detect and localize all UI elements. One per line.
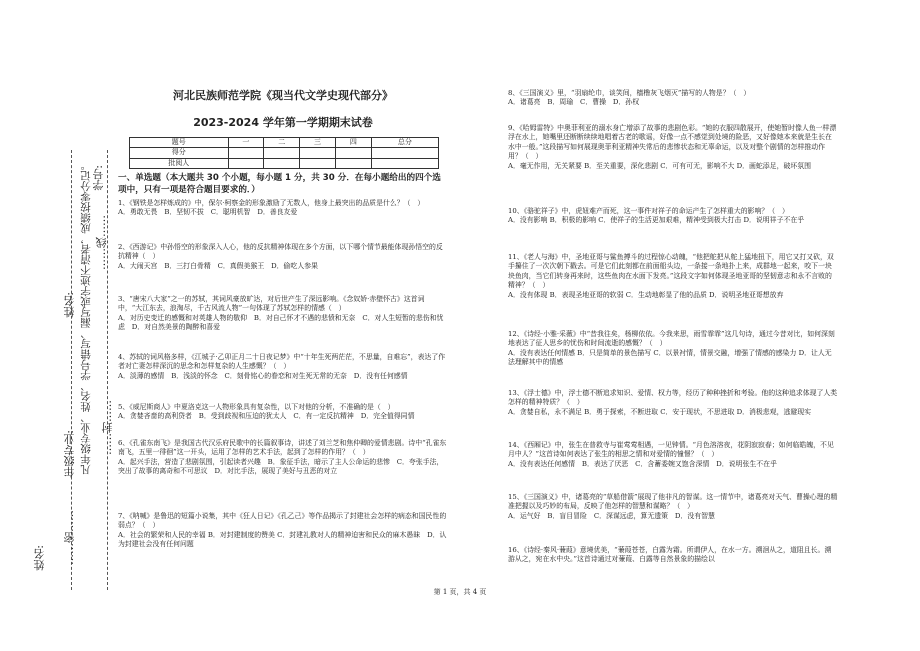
question-2 <box>118 243 448 271</box>
question-options: A．淡薄的感情 B．浅淡的怀念 C．刻骨铭心的眷恋和对生死无常的无奈 D．没有任何感情 <box>118 371 408 380</box>
question-13 <box>508 389 838 417</box>
question-stem: 15、《三国演义》中，诸葛亮的“草船借箭”展现了他非凡的智谋。这一情节中，诸葛亮对天气、曹操心理的精准把握以及巧妙的布局，反映了他怎样的智慧和谋略？（ ） <box>508 493 838 511</box>
dense-marker: ……密…… <box>63 510 76 565</box>
question-stem: 9、《哈姆雷特》中奥菲利亚的溺水身亡增添了故事的悲剧色彩。“她的衣服四散展开，使她暂时像人鱼一样漂浮在水上，她嘴里还断断续续地唱着古老的歌谣，好像一点不感觉到处境的险恶，又好像她本来就是生长在水中一般。”这段描写如何展现奥菲利亚精神失常后的悲惨状态和无辜命运，以及对整个剧情的怎样推动作用？（ ） <box>508 124 837 161</box>
grader-cell[interactable] <box>300 158 336 168</box>
grader-cell[interactable] <box>371 158 438 168</box>
grader-row-label: 批阅人 <box>130 158 229 168</box>
score-header-cell: 二 <box>264 138 300 148</box>
question-11 <box>508 253 838 300</box>
question-stem: 2、《西游记》中孙悟空的形象深入人心，他的反抗精神体现在多个方面，以下哪个情节最能体现孙悟空的反抗精神（ ） <box>118 243 443 261</box>
question-options: A．社会的繁荣和人民的幸福 B．对封建制度的赞美 C．封建礼教对人的精神迫害和民众的麻木愚昧 D．认为封建社会没有任何问题 <box>118 530 447 549</box>
question-stem: 8、《三国演义》里，“羽扇纶巾，谈笑间，樯橹灰飞烟灭”描写的人物是？（ ） <box>508 89 751 97</box>
question-stem: 13、《浮士德》中，浮士德不断追求知识、爱情、权力等，经历了种种挫折和考验。他的这种追求体现了人类怎样的精神特质？（ ） <box>508 389 838 407</box>
score-table <box>129 137 439 169</box>
question-stem: 16、《诗经·秦风·蒹葭》意境优美，“蒹葭苍苍，白露为霜。所谓伊人，在水一方。溯洄从之，道阻且长。溯游从之，宛在水中央。”这首诗通过对蒹葭、白露等自然景象的描绘以 <box>508 546 832 564</box>
score-header-cell: 总分 <box>371 138 438 148</box>
question-options: A．运气好 B．盲目冒险 C．深谋远虑，算无遗策 D．没有智慧 <box>508 511 715 520</box>
question-options: A．对历史变迁的感慨和对英雄人物的敬仰 B．对自己怀才不遇的悲愤和无奈 C．对人生短暂的悲伤和忧虑 D．对自然美景的陶醉和喜爱 <box>118 313 444 332</box>
major-label: 年级专业: <box>63 430 76 478</box>
question-options: A．毫无作用，无关紧要 B．至关重要，深化悲剧 C．可有可无，影响不大 D．画蛇添足，破坏氛围 <box>508 161 812 170</box>
question-stem: 11、《老人与海》中，圣地亚哥与鲨鱼搏斗的过程惊心动魄，“他把舵把从舵上猛地扭下，用它又打又砍，双手攥住了一次次朝下戳去。可是它们此刻都在前面船头边，一条接一条地扑上来，成群地一起来，咬下一块块鱼肉，当它们转身再来时，这些鱼肉在水面下发亮。”这段文字如何体现圣地亚哥的坚韧意志和永不言败的精神？（ ） <box>508 253 834 290</box>
score-cell[interactable] <box>371 148 438 158</box>
question-16 <box>508 546 838 565</box>
grader-cell[interactable] <box>335 158 371 168</box>
score-header-cell: 一 <box>228 138 264 148</box>
binding-strip <box>0 0 115 651</box>
question-stem: 3、“唐宋八大家”之一的苏轼，其词风豪放旷达，对后世产生了深远影响。《念奴娇·赤壁怀古》这首词中，“大江东去，浪淘尽，千古风流人物”一句体现了苏轼怎样的情感（ ） <box>118 295 425 313</box>
question-stem: 10、《骆驼祥子》中，虎妞难产而死，这一事件对祥子的命运产生了怎样重大的影响？（ ） <box>508 207 789 215</box>
term-title: 2023-2024 学年第一学期期末试卷 <box>193 116 373 129</box>
student-id-label: 学号: <box>92 165 105 191</box>
question-options: A．没有影响 B．积极的影响 C．使祥子的生活更加艰难，精神受到极大打击 D．说明祥子不在乎 <box>508 216 805 225</box>
question-options: A．诸葛亮 B．周瑜 C．曹操 D．孙权 <box>508 98 640 107</box>
question-options: A．勇敢无畏 B．坚韧不拔 C．聪明机智 D．善良友爱 <box>118 208 298 217</box>
notice-text: 凡年级专业、姓名、学号错写、漏写或字迹不清者，成绩按零分记。 <box>80 160 92 475</box>
question-7 <box>118 512 448 550</box>
question-options: A．贪婪吝啬的高利贷者 B．受到歧视和压迫的犹太人 C．有一定反抗精神 D．完全值得同情 <box>118 412 415 421</box>
question-6 <box>118 439 448 477</box>
name-label: 姓名: <box>63 292 76 318</box>
question-12 <box>508 330 838 368</box>
question-options: A．大闹天宫 B．三打白骨精 C．真假美猴王 D．偷吃人参果 <box>118 261 318 270</box>
question-options: A．起兴手法，营造了悲剧氛围，引起读者兴趣 B．象征手法，暗示了主人公命运的悲惨 C．夸张手法，突出了故事的离奇和不可思议 D．对比手法，展现了美好与丑恶的对立 <box>118 457 444 476</box>
name-label-outer: 姓名: <box>33 545 46 571</box>
question-stem: 4、苏轼的词风格多样，《江城子·乙卯正月二十日夜记梦》中“十年生死两茫茫，不思量，自难忘”，表达了作者对亡妻怎样深沉的思念和怎样复杂的人生感慨？（ ） <box>118 353 446 371</box>
question-3 <box>118 295 448 333</box>
question-8 <box>508 89 838 108</box>
score-header-cell: 题号 <box>130 138 229 148</box>
score-cell[interactable] <box>264 148 300 158</box>
question-stem: 6、《孔雀东南飞》是我国古代汉乐府民歌中的长篇叙事诗，讲述了刘兰芝和焦仲卿的爱情悲剧。诗中“孔雀东南飞，五里一徘徊”这一开头，运用了怎样的艺术手法，起到了怎样的作用？（ ） <box>118 439 447 457</box>
score-header-cell: 三 <box>300 138 336 148</box>
school-title: 河北民族师范学院《现当代文学史现代部分》 <box>173 89 393 102</box>
question-stem: 12、《诗经·小雅·采薇》中“昔我往矣，杨柳依依。今我来思，雨雪霏霏”这几句诗，通过今昔对比，如何深刻地表达了征人思乡的忧伤和时间流逝的感慨？（ ） <box>508 330 835 348</box>
line-marker: ……线…… <box>95 215 108 270</box>
question-stem: 7、《呐喊》是鲁迅的短篇小说集，其中《狂人日记》《孔乙己》等作品揭示了封建社会怎样的病态和国民性的弱点？（ ） <box>118 512 447 530</box>
question-1 <box>118 199 448 218</box>
question-options: A．贪婪自私，永不满足 B．勇于探索，不断进取 C．安于现状，不思进取 D．消极悲观，逃避现实 <box>508 407 812 416</box>
question-options: A．没有表达任何感情 B．表达了厌恶 C．含蓄委婉又饱含深情 D．说明张生不在乎 <box>508 459 777 468</box>
question-9 <box>508 124 838 171</box>
question-10 <box>508 207 838 226</box>
grader-cell[interactable] <box>228 158 264 168</box>
question-stem: 1、《钢铁是怎样炼成的》中，保尔·柯察金的形象激励了无数人，他身上最突出的品质是什么？（ ） <box>118 199 425 207</box>
seal-marker: ……封…… <box>101 400 114 455</box>
question-stem: 5、《威尼斯商人》中夏洛克这一人物形象具有复杂性，以下对他的分析，不准确的是（ ） <box>118 403 395 411</box>
score-cell[interactable] <box>300 148 336 158</box>
score-cell[interactable] <box>228 148 264 158</box>
page-number: 第 1 页，共 4 页 <box>433 588 487 596</box>
score-cell[interactable] <box>335 148 371 158</box>
question-14 <box>508 441 838 469</box>
score-row-label: 得分 <box>130 148 229 158</box>
section-heading: 一、单选题（本大题共 30 个小题，每小题 1 分，共 30 分．在每小题给出的四个选项中，只有一项是符合题目要求的．） <box>118 173 441 195</box>
score-header-cell: 四 <box>335 138 371 148</box>
grader-cell[interactable] <box>264 158 300 168</box>
question-options: A．没有表达任何情感 B．只是简单的景色描写 C．以景衬情，情景交融，增强了情感的感染力 D．让人无法理解其中的情感 <box>508 348 832 367</box>
question-4 <box>118 353 448 381</box>
question-stem: 14、《西厢记》中，张生在普救寺与崔莺莺相遇，一见钟情。“月色溶溶夜，花阴寂寂春；如何临皓魄，不见月中人？”这首诗如何表达了张生的相思之情和对爱情的憧憬？（ ） <box>508 441 834 459</box>
question-options: A．没有体现 B．表现圣地亚哥的软弱 C．生动地彰显了他的品质 D．说明圣地亚哥想放弃 <box>508 290 784 299</box>
question-15 <box>508 493 838 521</box>
question-5 <box>118 403 448 422</box>
